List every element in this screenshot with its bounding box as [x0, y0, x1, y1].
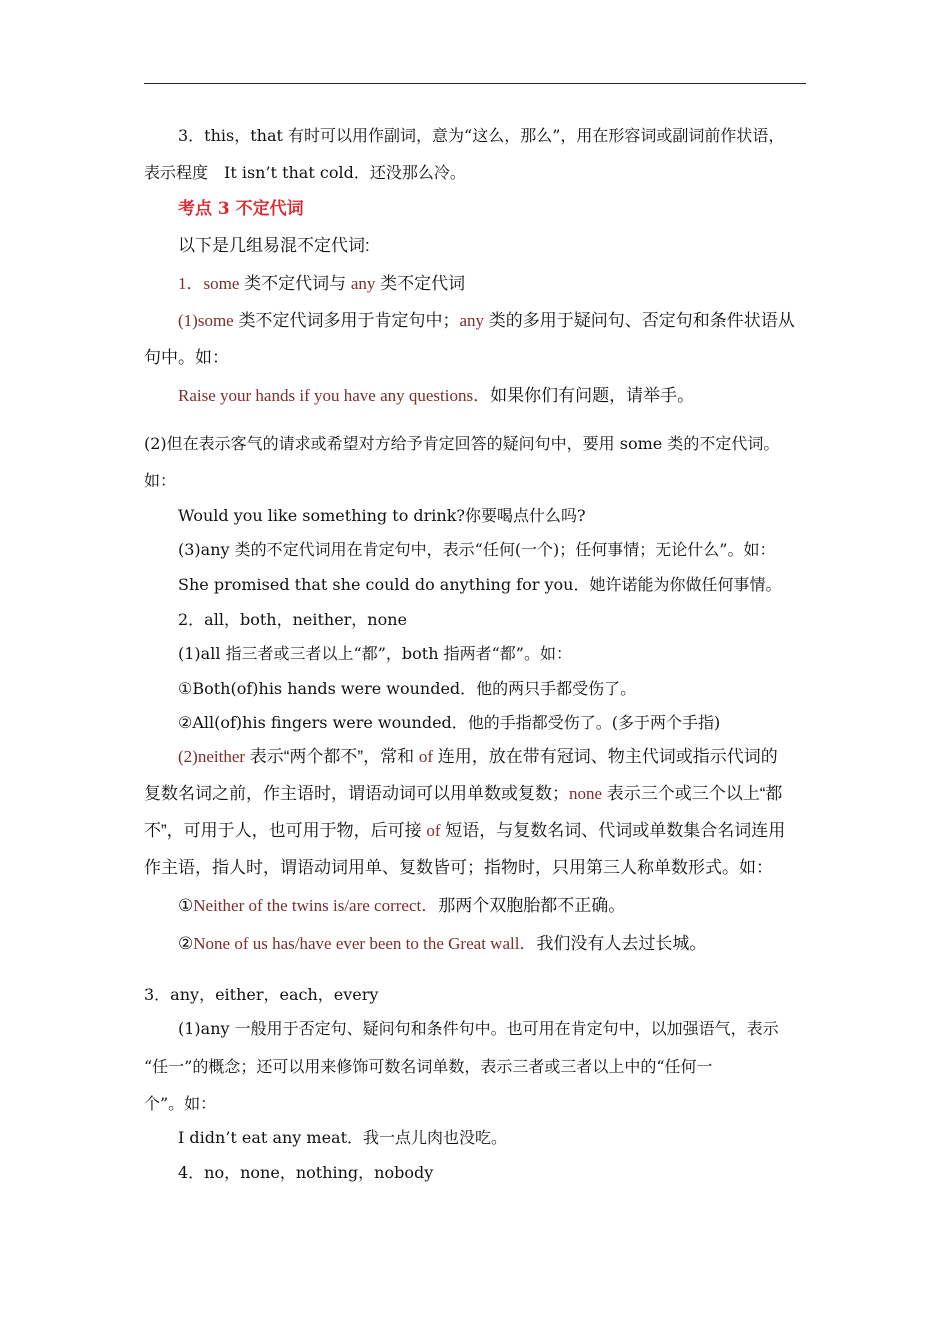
text-line: (2)但在表示客气的请求或希望对方给予肯定回答的疑问句中，要用 some 类的不定代词。	[144, 434, 780, 453]
text-span: 连用，放在带有冠词、物主代词或指示代词的	[432, 747, 778, 766]
text-line: (1)any 一般用于否定句、疑问句和条件句中。也可用在肯定句中，以加强语气，表示	[178, 1019, 779, 1038]
text-line	[178, 934, 706, 954]
text-line: “任一”的概念；还可以用来修饰可数名词单数，表示三者或三者以上中的“任何一	[144, 1057, 713, 1076]
text-span: Raise your hands if you have any questions．	[178, 386, 491, 405]
text-span: 如果你们有问题，请举手。	[490, 386, 695, 405]
text-span: 复数名词之前，作主语时，谓语动词可以用单数或复数；	[144, 784, 569, 803]
text-line	[144, 821, 785, 841]
text-span: 1．some	[178, 274, 240, 293]
text-span: 那两个双胞胎都不正确。	[438, 896, 626, 915]
text-line	[178, 386, 694, 406]
text-span: ②	[178, 934, 194, 953]
text-line: 4．no，none，nothing，nobody	[178, 1163, 434, 1182]
text-line: Would you like something to drink?你要喝点什么吗?	[178, 506, 586, 525]
text-line: (3)any 类的不定代词用在肯定句中，表示“任何(一个)；任何事情；无论什么”。如：	[178, 540, 776, 559]
text-span: of	[418, 747, 433, 766]
text-span: (1)some	[178, 311, 234, 330]
text-line: 3．this，that 有时可以用作副词，意为“这么，那么”，用在形容词或副词前作状语，	[178, 126, 785, 145]
text-line	[178, 896, 625, 916]
text-span: any	[350, 274, 376, 293]
text-line: 3．any，either，each，every	[144, 985, 379, 1004]
text-line: 个”。如：	[144, 1094, 217, 1113]
text-line: (1)all 指三者或三者以上“都”，both 指两者“都”。如：	[178, 644, 572, 663]
text-line: ②All(of)his fingers were wounded．他的手指都受伤了。(多于两个手指)	[178, 713, 721, 732]
text-line: She promised that she could do anything for you．她许诺能为你做任何事情。	[178, 575, 782, 594]
text-line	[144, 784, 782, 804]
text-line: 作主语，指人时，谓语动词用单、复数皆可；指物时，只用第三人称单数形式。如：	[144, 858, 773, 877]
text-line: 如：	[144, 471, 177, 490]
text-line: 2．all，both，neither，none	[178, 610, 408, 629]
text-span: (2)neither	[178, 747, 246, 766]
text-span: 类不定代词	[375, 274, 466, 293]
text-line	[178, 311, 795, 331]
text-line: ①Both(of)his hands were wounded．他的两只手都受伤了。	[178, 679, 637, 698]
section-heading: 考点 3 不定代词	[178, 199, 304, 219]
text-span: 类不定代词多用于肯定句中；	[233, 311, 460, 330]
header-rule	[144, 83, 806, 84]
text-span: 类的多用于疑问句、否定句和条件状语从	[484, 311, 795, 330]
text-line: 表示程度 It isn’t that cold．还没那么冷。	[144, 163, 466, 182]
text-line	[178, 274, 465, 294]
text-line: I didn’t eat any meat．我一点儿肉也没吃。	[178, 1128, 508, 1147]
text-line: 句中。如：	[144, 348, 229, 367]
text-span: 表示三个或三个以上“都	[602, 784, 783, 803]
text-span: 不”，可用于人，也可用于物，后可接	[144, 821, 427, 840]
text-span: ①	[178, 896, 194, 915]
text-span: Neither of the twins is/are correct．	[193, 896, 439, 915]
text-span: any	[459, 311, 484, 330]
text-line: 以下是几组易混不定代词:	[178, 236, 370, 255]
text-span: of	[426, 821, 441, 840]
text-span: None of us has/have ever been to the Great wall．	[193, 934, 537, 953]
text-span: 我们没有人去过长城。	[536, 934, 707, 953]
text-span: 类不定代词与	[239, 274, 351, 293]
text-span: 短语，与复数名词、代词或单数集合名词连用	[440, 821, 786, 840]
text-line	[178, 747, 778, 767]
text-span: 表示“两个都不”，常和	[245, 747, 419, 766]
text-span: none	[569, 784, 603, 803]
